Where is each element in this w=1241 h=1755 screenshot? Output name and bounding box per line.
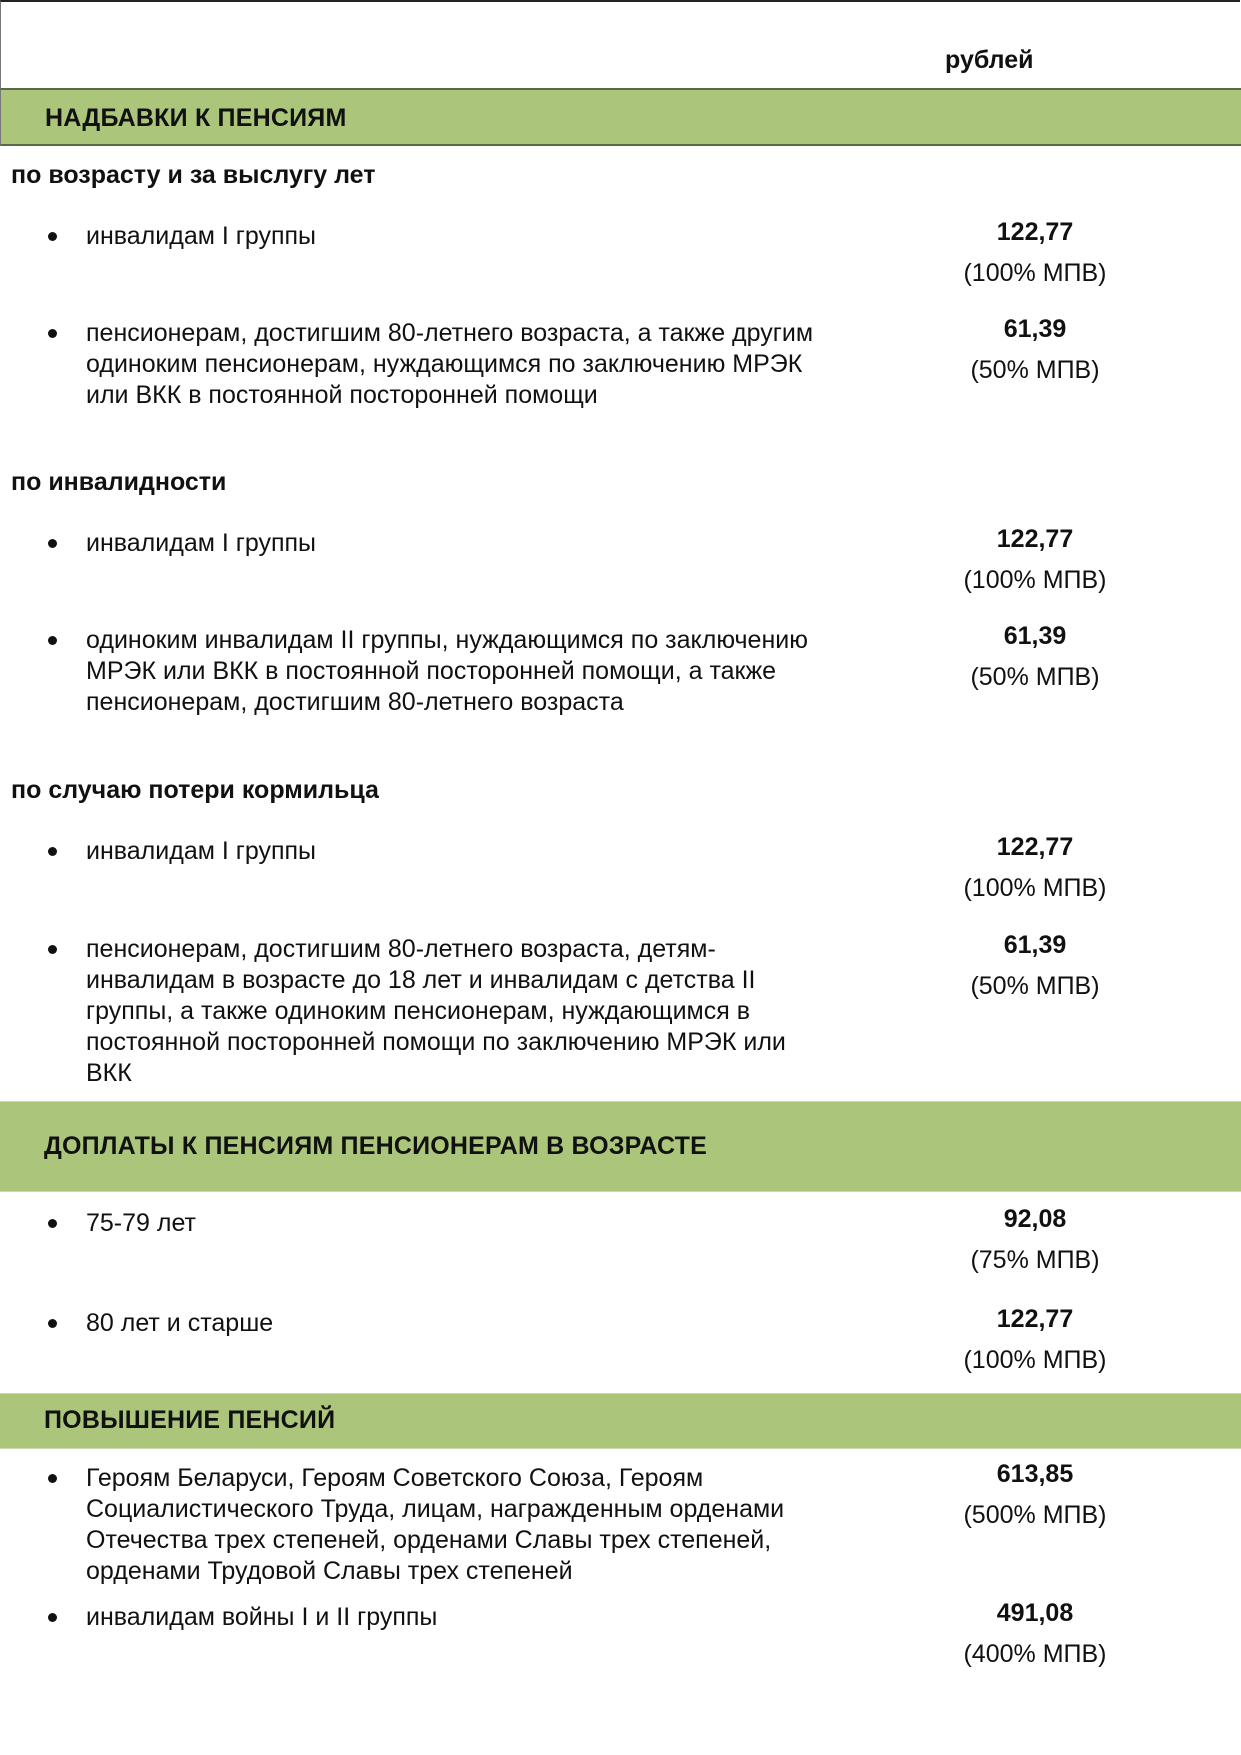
item-value: 92,08 <box>1003 1205 1067 1233</box>
item-value: 122,77 <box>996 525 1074 553</box>
bullet-icon <box>48 636 57 645</box>
item-value: 491,08 <box>996 1599 1074 1627</box>
subsection-title: по возрасту и за выслугу лет <box>11 161 376 189</box>
item-text: 80 лет и старше <box>86 1309 274 1337</box>
subsection-title: по инвалидности <box>11 468 227 496</box>
bullet-icon <box>48 329 57 338</box>
item-percent: (400% МПВ) <box>963 1640 1107 1668</box>
item-percent: (100% МПВ) <box>963 874 1107 902</box>
header-box <box>0 0 1240 88</box>
item-text: инвалидам I группы <box>86 837 317 865</box>
item-percent: (50% МПВ) <box>970 972 1100 1000</box>
item-text: 75-79 лет <box>86 1209 196 1237</box>
bullet-icon <box>48 1474 57 1483</box>
item-text: инвалидам I группы <box>86 222 317 250</box>
section-header-age-surcharges <box>0 1101 1241 1192</box>
item-percent: (500% МПВ) <box>963 1501 1107 1529</box>
section-title: ПОВЫШЕНИЕ ПЕНСИЙ <box>44 1406 336 1434</box>
item-value: 122,77 <box>996 218 1074 246</box>
item-text: Героям Беларуси, Героям Советского Союза, Героям Социалистического Труда, лицам, награжденным орденами Отечества трех степеней, орденами Славы трех степеней, орденами Трудовой Славы трех степеней <box>86 1464 785 1585</box>
item-percent: (50% МПВ) <box>970 663 1100 691</box>
bullet-icon <box>48 1613 57 1622</box>
section-header-pension-increase <box>0 1393 1241 1449</box>
item-value: 61,39 <box>1003 315 1067 343</box>
item-value: 61,39 <box>1003 622 1067 650</box>
item-percent: (100% МПВ) <box>963 1346 1107 1374</box>
section-title: ДОПЛАТЫ К ПЕНСИЯМ ПЕНСИОНЕРАМ В ВОЗРАСТЕ <box>44 1132 707 1160</box>
unit-label: рублей <box>945 46 1034 74</box>
item-percent: (50% МПВ) <box>970 356 1100 384</box>
item-text: инвалидам I группы <box>86 529 317 557</box>
bullet-icon <box>48 1319 57 1328</box>
item-value: 122,77 <box>996 1305 1074 1333</box>
subsection-title: по случаю потери кормильца <box>11 776 379 804</box>
bullet-icon <box>48 232 57 241</box>
item-value: 613,85 <box>996 1460 1074 1488</box>
section-title: НАДБАВКИ К ПЕНСИЯМ <box>45 104 347 132</box>
item-value: 61,39 <box>1003 931 1067 959</box>
bullet-icon <box>48 945 57 954</box>
item-text: пенсионерам, достигшим 80-летнего возраста, детям-инвалидам в возрасте до 18 лет и инвалидам с детства II группы, а также одиноким пенсионерам, нуждающимся в постоянной посторонней помощи по заключению МРЭК или ВКК <box>86 935 786 1087</box>
item-text: одиноким инвалидам II группы, нуждающимся по заключению МРЭК или ВКК в постоянной посторонней помощи, а также пенсионерам, достигшим 80-летнего возраста <box>86 626 808 716</box>
item-percent: (75% МПВ) <box>970 1246 1100 1274</box>
bullet-icon <box>48 1219 57 1228</box>
bullet-icon <box>48 847 57 856</box>
item-value: 122,77 <box>996 833 1074 861</box>
bullet-icon <box>48 539 57 548</box>
item-percent: (100% МПВ) <box>963 566 1107 594</box>
section-header-supplements <box>0 88 1241 146</box>
item-text: пенсионерам, достигшим 80-летнего возраста, а также другим одиноким пенсионерам, нуждающимся по заключению МРЭК или ВКК в постоянной посторонней помощи <box>86 319 814 409</box>
item-percent: (100% МПВ) <box>963 259 1107 287</box>
item-text: инвалидам войны I и II группы <box>86 1603 438 1631</box>
